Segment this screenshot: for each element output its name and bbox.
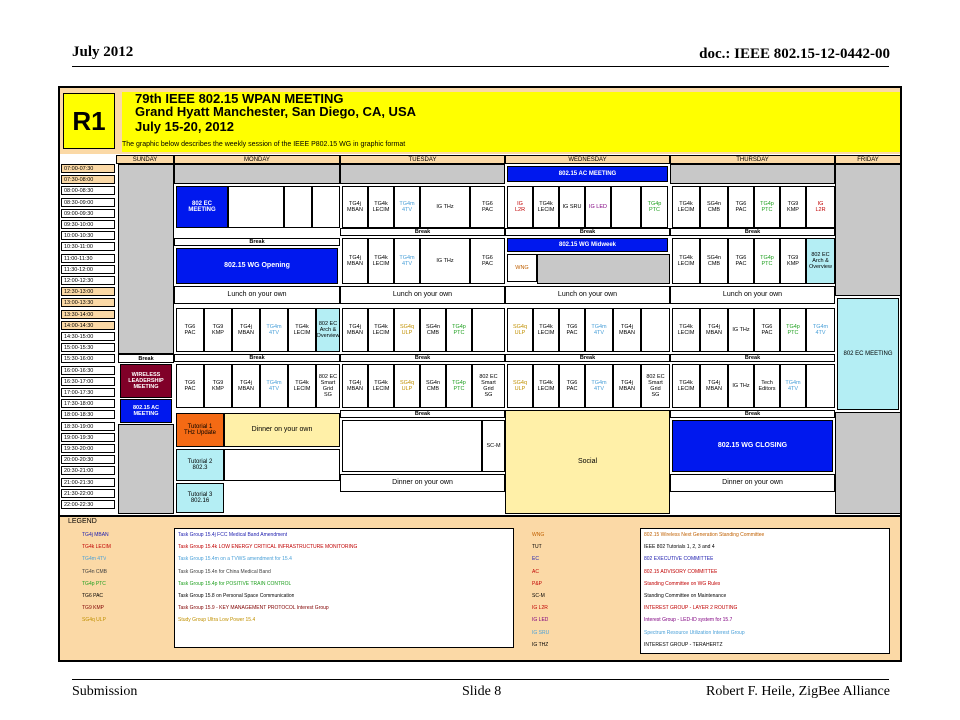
time-label: 21:30-22:00 <box>61 489 115 498</box>
time-label: 20:00-20:30 <box>61 455 115 464</box>
legend-code: TG4k LECIM <box>82 544 111 551</box>
schedule-graphic <box>58 86 902 662</box>
monday-evening <box>224 449 340 481</box>
wednesday-pm1-tg4k: TG4k LECIM <box>533 308 559 352</box>
legend-code: TG6 PAC <box>82 593 104 599</box>
monday-lunch: Lunch on your own <box>174 286 340 304</box>
thursday-pm2-tech-editors: Tech Editors <box>754 364 780 408</box>
time-label: 21:00-21:30 <box>61 478 115 487</box>
monday-slot-c <box>312 186 340 228</box>
legend-code: TG4n CMB <box>82 568 108 575</box>
wednesday-lunch: Lunch on your own <box>505 286 670 304</box>
wednesday-am1-empty <box>611 186 641 228</box>
monday-pm1-tg4j: TG4j MBAN <box>232 308 260 352</box>
friday-evening <box>835 412 901 514</box>
legend-code: AC <box>532 568 539 575</box>
wireless-leadership-meeting: WIRELESS LEADERSHIP MEETING <box>120 364 172 398</box>
wednesday-pm1-tg4j: TG4j MBAN <box>613 308 641 352</box>
time-label: 17:00-17:30 <box>61 388 115 397</box>
legend-description: INTEREST GROUP - TERAHERTZ <box>644 641 723 648</box>
legend-code: SG4q ULP <box>82 617 106 624</box>
monday-pm2-smart-grid: 802 EC Smart Grid SG <box>316 364 340 408</box>
legend-description: Task Group 15.4p for POSITIVE TRAIN CONTROL <box>178 580 292 587</box>
wednesday-break-pm: Break <box>505 354 670 362</box>
time-label: 08:00-08:30 <box>61 186 115 195</box>
time-label: 18:30-19:00 <box>61 422 115 431</box>
thursday-pm1-tg4j: TG4j MBAN <box>700 308 728 352</box>
monday-pm2-tg4m: TG4m 4TV <box>260 364 288 408</box>
tuesday-lunch: Lunch on your own <box>340 286 505 304</box>
monday-ec-meeting: 802 EC MEETING <box>176 186 228 228</box>
revision-badge: R1 <box>63 93 115 149</box>
slide-date: July 2012 <box>72 44 134 60</box>
wednesday-pm1-tg4m: TG4m 4TV <box>585 308 613 352</box>
legend-description: Spectrum Resource Utilization Interest Group <box>644 629 745 636</box>
wednesday-ac-meeting: 802.15 AC MEETING <box>507 166 668 182</box>
tuesday-break-eve: Break <box>340 410 505 418</box>
thursday-pm2-tg4m: TG4m 4TV <box>780 364 806 408</box>
thursday-pm1-igthz: IG THz <box>728 308 754 352</box>
wednesday-am1-tg4p: TG4p PTC <box>641 186 668 228</box>
time-label: 16:30-17:00 <box>61 377 115 386</box>
meeting-description: The graphic below describes the weekly session of the IEEE P802.15 WG in graphic format <box>122 141 406 148</box>
tuesday-pm2-sg4n: SG4n CMB <box>420 364 446 408</box>
wednesday-pm2-tg6: TG6 PAC <box>559 364 585 408</box>
meeting-title: 79th IEEE 802.15 WPAN MEETING <box>135 91 344 106</box>
monday-early <box>174 164 340 184</box>
wednesday-pm2-sg4q: SG4q ULP <box>507 364 533 408</box>
tuesday-am2-tg4j: TG4j MBAN <box>342 238 368 284</box>
tuesday-dinner: Dinner on your own <box>340 474 505 492</box>
tuesday-pm1-tg4k: TG4k LECIM <box>368 308 394 352</box>
legend-code: EC <box>532 556 539 563</box>
time-label: 15:00-15:30 <box>61 343 115 352</box>
tuesday-am2-tg4k: TG4k LECIM <box>368 238 394 284</box>
time-label: 12:00-12:30 <box>61 276 115 285</box>
time-label: 16:00-16:30 <box>61 366 115 375</box>
legend-description: 802 EXECUTIVE COMMITTEE <box>644 556 714 563</box>
wednesday-break-am: Break <box>505 228 670 236</box>
wednesday-pm2-tg4m: TG4m 4TV <box>585 364 613 408</box>
legend-code: IG LED <box>532 617 549 624</box>
tuesday-break-am: Break <box>340 228 505 236</box>
thursday-break-pm: Break <box>670 354 835 362</box>
time-label: 12:30-13:00 <box>61 287 115 296</box>
wednesday-am1-igsru: IG SRU <box>559 186 585 228</box>
monday-dinner: Dinner on your own <box>224 413 340 447</box>
thursday-pm2-empty <box>806 364 835 408</box>
time-label: 08:30-09:00 <box>61 198 115 207</box>
legend-description: Task Group 15.4j FCC Medical Band Amendment <box>178 532 288 538</box>
time-label: 11:00-11:30 <box>61 254 115 263</box>
legend-code: SC-M <box>532 593 545 599</box>
meeting-dates: July 15-20, 2012 <box>135 119 235 134</box>
tuesday-am2-igthz: IG THz <box>420 238 470 284</box>
sunday-break: Break <box>118 354 174 363</box>
legend-code: TUT <box>532 544 542 551</box>
time-label: 17:30-18:00 <box>61 399 115 408</box>
monday-pm2-tg6: TG6 PAC <box>176 364 204 408</box>
legend-code: TG9 KMP <box>82 605 104 612</box>
legend-code: WNG <box>532 532 545 538</box>
monday-pm1-tg4k: TG4k LECIM <box>288 308 316 352</box>
legend-description: Standing Committee on Maintenance <box>644 593 727 599</box>
thursday-am1-tg4k: TG4k LECIM <box>672 186 700 228</box>
wednesday-pm1-sg4q: SG4q ULP <box>507 308 533 352</box>
day-monday: MONDAY <box>174 155 340 164</box>
time-label: 07:30-08:00 <box>61 175 115 184</box>
thursday-am1-sg4n: SG4n CMB <box>700 186 728 228</box>
tuesday-am1-tg4j: TG4j MBAN <box>342 186 368 228</box>
friday-ec-meeting: 802 EC MEETING <box>837 298 899 410</box>
tutorial-2: Tutorial 2 802.3 <box>176 449 224 481</box>
monday-pm1-ec-arch: 802 EC Arch & Overview <box>316 308 340 352</box>
wednesday-wng: WNG <box>507 254 537 282</box>
day-sunday: SUNDAY <box>116 155 174 164</box>
thursday-pm2-tg4j: TG4j MBAN <box>700 364 728 408</box>
thursday-am2-tg6: TG6 PAC <box>728 238 754 284</box>
wednesday-social: Social <box>505 410 670 514</box>
wg-midweek: 802.15 WG Midweek <box>507 238 668 252</box>
monday-break-am: Break <box>174 238 340 246</box>
sunday-unscheduled <box>118 164 174 354</box>
monday-pm2-tg9: TG9 KMP <box>204 364 232 408</box>
time-label: 18:00-18:30 <box>61 410 115 419</box>
tuesday-pm1-empty <box>472 308 505 352</box>
time-label: 14:30-15:00 <box>61 332 115 341</box>
legend-title: LEGEND <box>68 518 97 525</box>
meeting-venue: Grand Hyatt Manchester, San Diego, CA, USA <box>135 104 417 119</box>
monday-pm2-tg4k: TG4k LECIM <box>288 364 316 408</box>
thursday-pm1-tg4m: TG4m 4TV <box>806 308 835 352</box>
time-label: 07:00-07:30 <box>61 164 115 173</box>
thursday-am1-igl2r: IG L2R <box>806 186 835 228</box>
legend-code: TG4m 4TV <box>82 556 107 563</box>
tutorial-1: Tutorial 1 THz Update <box>176 413 224 447</box>
tuesday-am2-tg4m: TG4m 4TV <box>394 238 420 284</box>
time-label: 14:00-14:30 <box>61 321 115 330</box>
monday-pm1-tg9: TG9 KMP <box>204 308 232 352</box>
thursday-pm2-tg4k: TG4k LECIM <box>672 364 700 408</box>
thursday-break-eve: Break <box>670 410 835 418</box>
wednesday-pm1-tg6: TG6 PAC <box>559 308 585 352</box>
thursday-am1-tg4p: TG4p PTC <box>754 186 780 228</box>
monday-slot-b <box>284 186 312 228</box>
tuesday-am1-tg4m: TG4m 4TV <box>394 186 420 228</box>
day-tuesday: TUESDAY <box>340 155 505 164</box>
wednesday-pm2-tg4k: TG4k LECIM <box>533 364 559 408</box>
legend-code: TG4p PTC <box>82 580 106 587</box>
legend-description: IEEE 802 Tutorials 1, 2, 3 and 4 <box>644 544 715 551</box>
legend-description: Task Group 15.4m on a TVWS amendment for 15.4 <box>178 556 292 563</box>
thursday-pm1-tg4k: TG4k LECIM <box>672 308 700 352</box>
legend-code: P&P <box>532 580 543 587</box>
thursday-break-am: Break <box>670 228 835 236</box>
legend-description: Study Group Ultra Low Power 15.4 <box>178 617 256 624</box>
day-thursday: THURSDAY <box>670 155 835 164</box>
thursday-am2-sg4n: SG4n CMB <box>700 238 728 284</box>
legend-code: IG THZ <box>532 641 549 648</box>
tuesday-pm2-sg4q: SG4q ULP <box>394 364 420 408</box>
legend-description: 802.15 ADVISORY COMMITTEE <box>644 568 718 575</box>
time-label: 13:00-13:30 <box>61 298 115 307</box>
thursday-pm1-tg6: TG6 PAC <box>754 308 780 352</box>
time-label: 19:00-19:30 <box>61 433 115 442</box>
legend-description: Task Group 15.4k LOW ENERGY CRITICAL INFRASTRUCTURE MONITORING <box>178 544 358 551</box>
friday-morning <box>835 164 901 296</box>
day-friday: FRIDAY <box>835 155 901 164</box>
tuesday-evening-slot <box>342 420 482 472</box>
thursday-am2-tg9: TG9 KMP <box>780 238 806 284</box>
legend-code: IG SRU <box>532 629 550 636</box>
tuesday-pm2-smart-grid: 802 EC Smart Grid SG <box>472 364 505 408</box>
wednesday-am1-tg4k: TG4k LECIM <box>533 186 559 228</box>
time-label: 10:30-11:00 <box>61 242 115 251</box>
thursday-am2-ec-arch: 802 EC Arch & Overview <box>806 238 835 284</box>
tuesday-pm2-tg4k: TG4k LECIM <box>368 364 394 408</box>
monday-pm1-tg6: TG6 PAC <box>176 308 204 352</box>
legend-description: Task Group 15.9 - KEY MANAGEMENT PROTOCOL Interest Group <box>178 605 329 612</box>
legend-description: Task Group 15.4n for China Medical Band <box>178 568 271 575</box>
day-wednesday: WEDNESDAY <box>505 155 670 164</box>
header-rule <box>72 66 889 67</box>
legend-code: TG4j MBAN <box>82 532 109 538</box>
wednesday-pm1-empty <box>641 308 670 352</box>
tuesday-am1-tg4k: TG4k LECIM <box>368 186 394 228</box>
wg-opening: 802.15 WG Opening <box>176 248 338 284</box>
wednesday-pm2-smart-grid: 802 EC Smart Grid SG <box>641 364 670 408</box>
tuesday-early <box>340 164 505 184</box>
tuesday-pm1-sg4n: SG4n CMB <box>420 308 446 352</box>
thursday-early <box>670 164 835 184</box>
thursday-lunch: Lunch on your own <box>670 286 835 304</box>
thursday-am2-tg4k: TG4k LECIM <box>672 238 700 284</box>
time-label: 22:00-22:30 <box>61 500 115 509</box>
thursday-am1-tg9: TG9 KMP <box>780 186 806 228</box>
thursday-am1-tg6: TG6 PAC <box>728 186 754 228</box>
legend-description: Standing Committee on WG Rules <box>644 580 721 587</box>
tuesday-pm2-tg4p: TG4p PTC <box>446 364 472 408</box>
tuesday-am1-igthz: IG THz <box>420 186 470 228</box>
time-label: 13:30-14:00 <box>61 310 115 319</box>
footer-rule <box>72 679 889 680</box>
tuesday-scm: SC-M <box>482 420 505 472</box>
wednesday-am1-igled: IG LED <box>585 186 611 228</box>
footer-submission: Submission <box>72 684 138 699</box>
footer-slide-number: Slide 8 <box>462 684 502 699</box>
tutorial-3: Tutorial 3 802.16 <box>176 483 224 513</box>
sunday-evening <box>118 424 174 514</box>
tuesday-pm2-tg4j: TG4j MBAN <box>342 364 368 408</box>
legend-description: Task Group 15.8 on Personal Space Communication <box>178 593 295 599</box>
time-label: 09:00-09:30 <box>61 209 115 218</box>
time-label: 09:30-10:00 <box>61 220 115 229</box>
legend-code: IG L2R <box>532 605 548 612</box>
time-label: 20:30-21:00 <box>61 466 115 475</box>
tuesday-am1-tg6: TG6 PAC <box>470 186 505 228</box>
monday-slot-a <box>228 186 284 228</box>
sunday-ac-meeting: 802.15 AC MEETING <box>120 399 172 423</box>
time-label: 19:30-20:00 <box>61 444 115 453</box>
tuesday-pm1-tg4p: TG4p PTC <box>446 308 472 352</box>
monday-pm1-tg4m: TG4m 4TV <box>260 308 288 352</box>
legend-description: 802.15 Wireless Next Generation Standing Committee <box>644 532 765 538</box>
time-label: 10:00-10:30 <box>61 231 115 240</box>
thursday-dinner: Dinner on your own <box>670 474 835 492</box>
time-label: 15:30-16:00 <box>61 354 115 363</box>
wednesday-am2-gray <box>537 254 670 284</box>
doc-number: doc.: IEEE 802.15-12-0442-00 <box>699 46 890 62</box>
tuesday-am2-tg6: TG6 PAC <box>470 238 505 284</box>
wednesday-am1-igl2r: IG L2R <box>507 186 533 228</box>
tuesday-pm1-tg4j: TG4j MBAN <box>342 308 368 352</box>
monday-break-pm: Break <box>174 354 340 362</box>
legend-description: INTEREST GROUP - LAYER 2 ROUTING <box>644 605 738 612</box>
tuesday-break-pm: Break <box>340 354 505 362</box>
monday-pm2-tg4j: TG4j MBAN <box>232 364 260 408</box>
thursday-pm2-igthz: IG THz <box>728 364 754 408</box>
tuesday-pm1-sg4q: SG4q ULP <box>394 308 420 352</box>
wednesday-pm2-tg4j: TG4j MBAN <box>613 364 641 408</box>
wg-closing: 802.15 WG CLOSING <box>672 420 833 472</box>
time-label: 11:30-12:00 <box>61 265 115 274</box>
thursday-am2-tg4p: TG4p PTC <box>754 238 780 284</box>
thursday-pm1-tg4p: TG4p PTC <box>780 308 806 352</box>
footer-author: Robert F. Heile, ZigBee Alliance <box>706 684 890 699</box>
legend-description: Interest Group - LED-ID system for 15.7 <box>644 617 733 624</box>
